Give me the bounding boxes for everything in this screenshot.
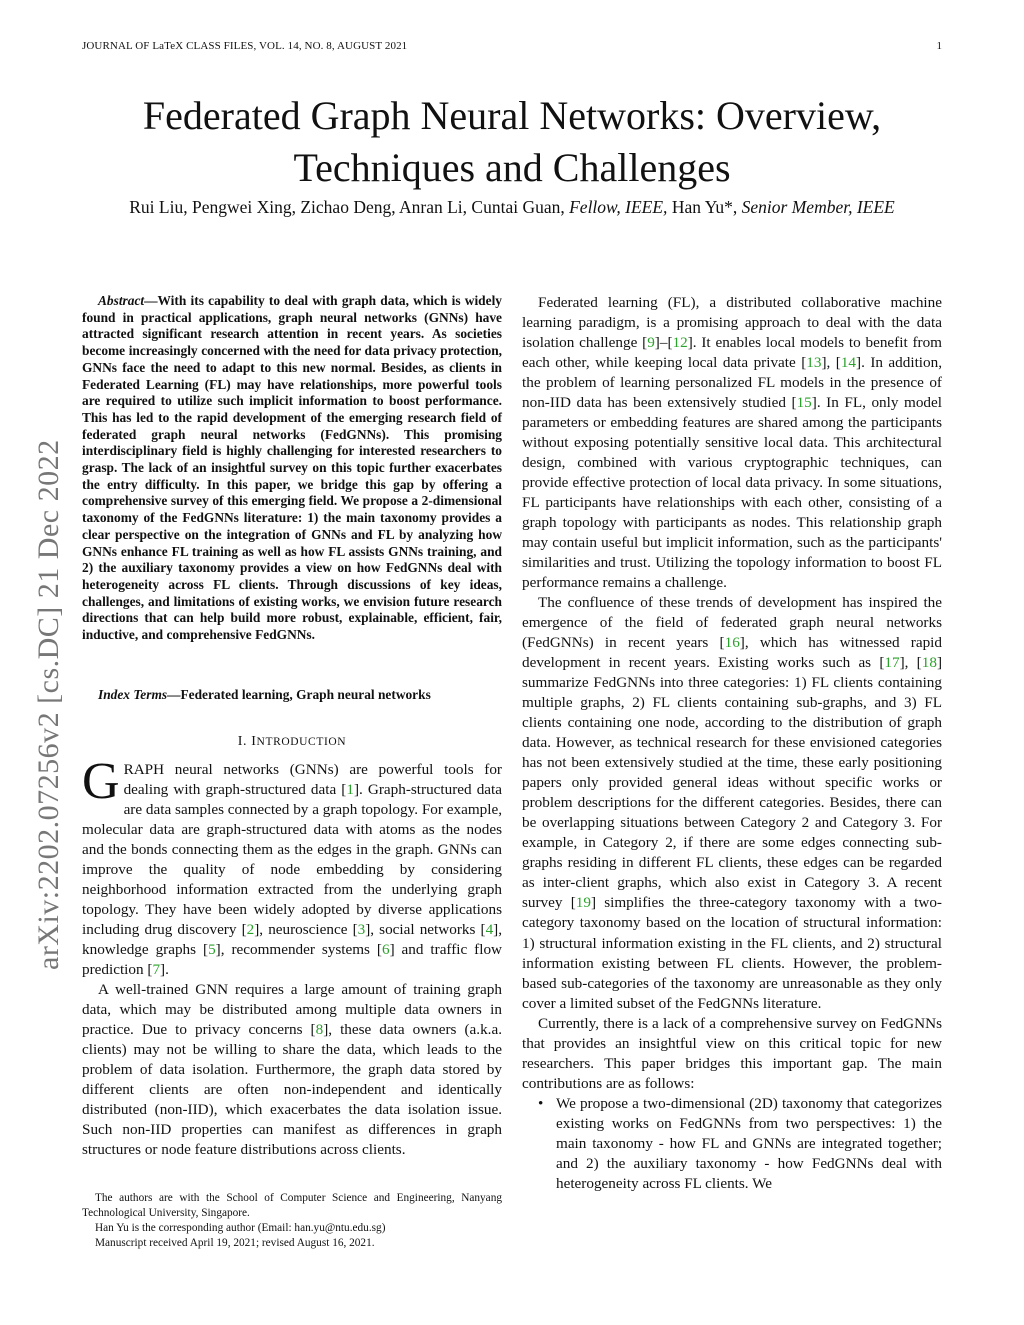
abstract-text: —With its capability to deal with graph data, which is widely found in practical applications, graph neural networks (GNNs) have attracted significant research attention in recent years. As societies become increasingly concerned with the need for data privacy protection, GNNs face the need to adapt to this new normal. Besides, as clients in Federated Learning (FL) may have relationships, more powerful tools are required to utilize such implicit information to boost performance. This has led to the rapid development of the emerging research field of federated graph neural networks (FedGNNs). This promising interdisciplinary field is highly challenging for interested researchers to grasp. The lack of an insightful survey on this topic further exacerbates the entry difficulty. In this paper, we bridge this gap by offering a comprehensive survey of this emerging field. We propose a 2-dimensional taxonomy of the FedGNNs literature: 1) the main taxonomy provides a clear perspective on the integration of GNNs and FL by analyzing how GNNs enhance FL training as well as how FL assists GNNs training, and 2) the auxiliary taxonomy provides a view on how FedGNNs deal with heterogeneity across FL clients. Through discussions of key ideas, challenges, and limitations of existing works, we envision future research directions that can help build more robust, explainable, efficient, fair, inductive, and comprehensive FedGNNs. bbox=[82, 293, 502, 643]
right-paragraph-1 bbox=[522, 293, 942, 593]
text-run: ], which has witnessed rapid development in recent years. Existing works such as [ bbox=[522, 634, 942, 672]
text-run: ], social networks [ bbox=[365, 921, 486, 939]
running-header: JOURNAL OF LaTeX CLASS FILES, VOL. 14, NO. 8, AUGUST 2021 bbox=[82, 40, 408, 52]
arxiv-stamp-text: arXiv:2202.07256v2 [cs.DC] 21 Dec 2022 bbox=[32, 439, 65, 970]
guan-title: Fellow, IEEE, bbox=[569, 197, 668, 217]
citation-link[interactable]: 1 bbox=[346, 781, 354, 799]
contribution-bullet-1 bbox=[522, 1094, 942, 1194]
citation-link[interactable]: 6 bbox=[381, 941, 390, 959]
text-run: ]. In FL, only model parameters or embedding features are shared among the participants without exposing potentially sensitive local data. This architectural design, combined with various cryptographic techniques, can provide effective protection of local data privacy. In some situations, FL participants have relationships with each other, consisting of a graph topology with participants as nodes. This relationship graph may contain useful but implicit information, such as the participants' similarities and trust. Utilizing the topology information to boost FL performance remains a challenge. bbox=[522, 394, 942, 592]
text-run: The confluence of these trends of development has inspired the emergence of the field of federated graph neural networks (FedGNNs) in recent years [ bbox=[522, 594, 942, 652]
text-run: ], these data owners (a.k.a. clients) may not be willing to share the data, which leads to the problem of data isolation. Furthermore, the graph data stored by different clients are often non-independent and identically distributed (non-IID), which exacerbates the data isolation issue. Such non-IID properties can manifest as differences in graph structures or node feature distributions across clients. bbox=[82, 1021, 502, 1159]
paper-title bbox=[0, 90, 1024, 194]
section-initial: I bbox=[251, 734, 257, 749]
introduction-text bbox=[82, 753, 503, 1160]
text-run: ], knowledge graphs [ bbox=[82, 921, 503, 959]
abstract-label: Abstract bbox=[98, 293, 145, 308]
footnote-affiliation: The authors are with the School of Computer Science and Engineering, Nanyang Technological University, Singapore. bbox=[82, 1192, 502, 1219]
drop-cap: G bbox=[82, 753, 120, 810]
text-run: ], neuroscience [ bbox=[254, 921, 358, 939]
text-run: ] and traffic flow prediction [ bbox=[82, 941, 503, 979]
section-heading bbox=[82, 734, 502, 750]
section-rest: NTRODUCTION bbox=[256, 736, 347, 748]
text-run: ]–[ bbox=[654, 334, 673, 352]
text-run: ] summarize FedGNNs into three categories: 1) FL clients containing multiple graphs, 2) FL clients containing sub-graphs, and 3) FL clients containing one node, according to the distribution of graph data. However, as technical research for these envisioned categories has not been extensively studied at the time, these early positioning papers only provided general ideas without specific works or problem descriptions for the different categories. Besides, there can be overlapping situations between Category 2 and Category 3. For example, in Category 2, if there are some edges connecting sub-graphs residing in different FL clients, these edges can be regarded as inter-client graphs, which also exist in Category 3. A recent survey [ bbox=[522, 654, 942, 912]
bullet-dot-icon: • bbox=[538, 1094, 544, 1112]
citation-link[interactable]: 18 bbox=[921, 654, 937, 672]
text-run: ]. It enables local models to benefit from each other, while keeping local data private [ bbox=[522, 334, 942, 372]
text-run: ]. In addition, the problem of learning personalized FL models in the presence of non-IID data has been extensively studied [ bbox=[522, 354, 943, 412]
author-han: Han Yu*, bbox=[671, 197, 738, 217]
text-run: Federated learning (FL), a distributed collaborative machine learning paradigm, is a promising approach to deal with the data isolation challenge [ bbox=[522, 294, 942, 352]
citation-link[interactable]: 4 bbox=[485, 921, 494, 939]
intro-paragraph-1 bbox=[82, 753, 503, 980]
citation-link[interactable]: 16 bbox=[724, 634, 740, 652]
author-names: Rui Liu, Pengwei Xing, Zichao Deng, Anran Li, Cuntai Guan, bbox=[129, 197, 565, 217]
arxiv-stamp bbox=[28, 350, 68, 970]
text-run: ]. Graph-structured data are data samples connected by a graph topology. For example, molecular data are graph-structured data with atoms as the nodes and the bonds connecting them as the edges in the graph. GNNs can improve the quality of node embedding by considering neighborhood information extracted from the underlying graph topology. They have been widely adopted by diverse applications including drug discovery [ bbox=[82, 781, 503, 939]
citation-link[interactable]: 17 bbox=[884, 654, 900, 672]
citation-link[interactable]: 3 bbox=[357, 921, 366, 939]
footnote-manuscript: Manuscript received April 19, 2021; revised August 16, 2021. bbox=[95, 1237, 375, 1249]
text-run: RAPH neural networks (GNNs) are powerful tools for dealing with graph-structured data [ bbox=[123, 761, 502, 799]
author-list bbox=[0, 197, 1024, 218]
footnote-corresponding: Han Yu is the corresponding author (Email: han.yu@ntu.edu.sg) bbox=[95, 1222, 386, 1234]
index-terms bbox=[82, 686, 502, 703]
citation-link[interactable]: 9 bbox=[647, 334, 655, 352]
index-terms-label: Index Terms bbox=[98, 687, 168, 702]
citation-link[interactable]: 2 bbox=[246, 921, 255, 939]
text-run: ]. bbox=[160, 961, 169, 979]
index-terms-text: —Federated learning, Graph neural networks bbox=[167, 687, 431, 702]
text-run: We propose a two-dimensional (2D) taxonomy that categorizes existing works on FedGNNs from two perspectives: 1) the main taxonomy - how FL and GNNs are integrated together; and 2) the auxiliary taxonomy - how FedGNNs deal with heterogeneity across FL clients. We bbox=[556, 1094, 942, 1192]
citation-link[interactable]: 15 bbox=[796, 394, 812, 412]
citation-link[interactable]: 5 bbox=[208, 941, 216, 959]
text-run: ], [ bbox=[821, 354, 841, 372]
right-paragraph-2 bbox=[522, 593, 942, 1013]
text-run: ], recommender systems [ bbox=[215, 941, 382, 959]
right-paragraph-3: Currently, there is a lack of a comprehensive survey on FedGNNs that provides an insightful view on this critical topic for new researchers. This paper bridges this important gap. The main contributions are as follows: bbox=[522, 1014, 942, 1092]
title-line-1: Federated Graph Neural Networks: Overview, bbox=[142, 93, 882, 138]
abstract bbox=[82, 293, 502, 644]
intro-paragraph-2 bbox=[82, 980, 502, 1160]
title-line-2: Techniques and Challenges bbox=[293, 145, 731, 190]
citation-link[interactable]: 8 bbox=[315, 1021, 324, 1039]
citation-link[interactable]: 19 bbox=[575, 894, 591, 912]
text-run: ], [ bbox=[899, 654, 922, 672]
citation-link[interactable]: 14 bbox=[840, 354, 857, 372]
text-run: ] simplifies the three-category taxonomy with a two-category taxonomy based on the location of structural information: 1) structural information existing in the FL clients, and 2) structural information existing between FL clients. However, the problem-based sub-categories of the taxonomy are unreasonable as they only cover a limited subset of the FedGNNs literature. bbox=[522, 894, 942, 1012]
footnotes bbox=[82, 1191, 502, 1251]
page-number: 1 bbox=[936, 40, 942, 52]
citation-link[interactable]: 7 bbox=[152, 961, 161, 979]
citation-link[interactable]: 13 bbox=[806, 354, 822, 372]
text-run: A well-trained GNN requires a large amount of training graph data, which may be distributed among multiple data owners in practice. Due to privacy concerns [ bbox=[82, 981, 502, 1039]
right-column-text bbox=[522, 293, 942, 1194]
han-title: Senior Member, IEEE bbox=[741, 197, 895, 217]
citation-link[interactable]: 12 bbox=[672, 334, 688, 352]
section-number: I. bbox=[237, 734, 248, 749]
